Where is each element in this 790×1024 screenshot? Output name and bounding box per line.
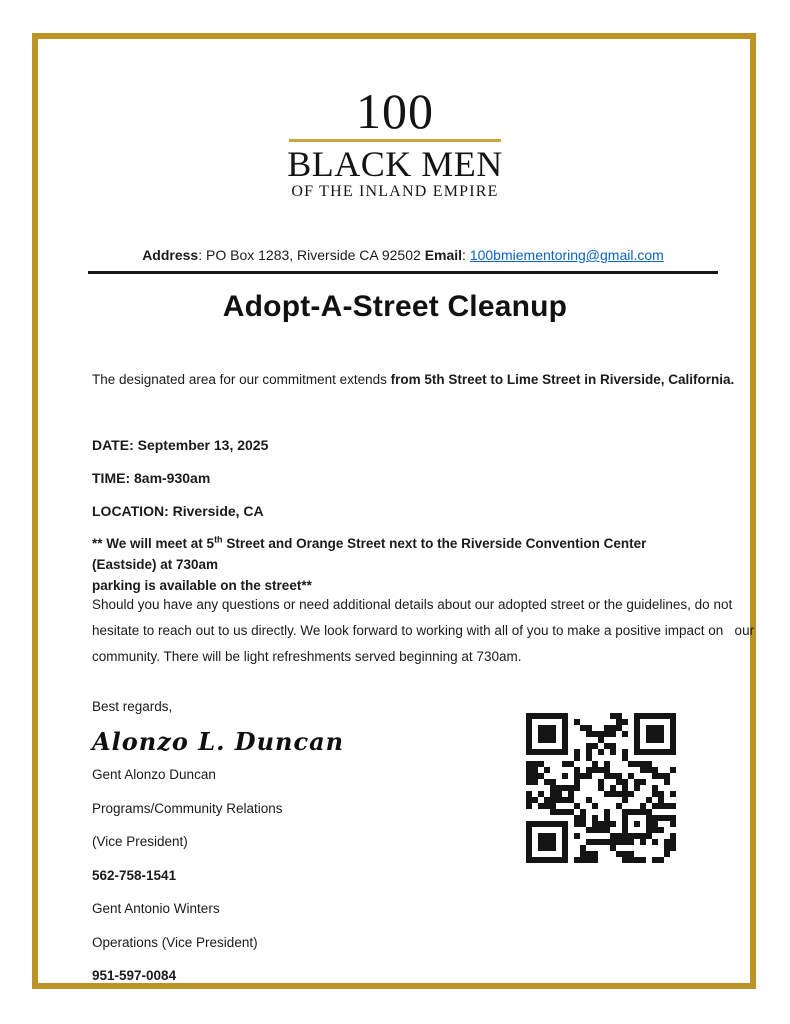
email-link[interactable]: 100bmiementoring@gmail.com xyxy=(469,247,664,263)
intro-normal-text: The designated area for our commitment extends xyxy=(92,372,391,387)
page-title: Adopt-A-Street Cleanup xyxy=(222,290,568,323)
logo-divider-rule xyxy=(289,139,501,142)
event-time: TIME: 8am-930am xyxy=(92,470,211,486)
contact-line xyxy=(88,246,718,274)
address-label: Address xyxy=(142,247,199,263)
signature-role-detail: (Vice President) xyxy=(92,834,188,849)
signature-script-name: Alonzo L. Duncan xyxy=(92,727,345,756)
qr-code xyxy=(523,710,679,866)
intro-paragraph xyxy=(92,372,734,387)
meeting-note-post: Street and Orange Street next to the Riverside Convention Center (Eastside) at 730am xyxy=(92,536,651,572)
signature-name-2: Gent Antonio Winters xyxy=(92,901,220,916)
logo-number: 100 xyxy=(356,83,434,139)
closing-line3: community. There will be light refreshments served beginning at 730am. xyxy=(92,649,522,664)
meeting-note-superscript: th xyxy=(214,534,223,545)
logo-org-name: BLACK MEN xyxy=(287,144,503,184)
meeting-note xyxy=(92,533,714,596)
event-details xyxy=(92,437,268,536)
signature-phone-2: 951-597-0084 xyxy=(92,968,177,983)
closing-paragraph xyxy=(92,592,755,670)
event-date: DATE: September 13, 2025 xyxy=(92,437,269,453)
signature-role: Programs/Community Relations xyxy=(92,800,283,816)
address-value: : PO Box 1283, Riverside CA 92502 xyxy=(198,247,425,263)
signature-salutation: Best regards, xyxy=(92,699,173,714)
meeting-note-pre: ** We will meet at 5 xyxy=(92,536,215,551)
signature-block xyxy=(92,699,344,1003)
meeting-note-line2: parking is available on the street** xyxy=(92,578,312,593)
event-location: LOCATION: Riverside, CA xyxy=(92,503,264,519)
email-label: Email xyxy=(424,247,463,263)
signature-name: Gent Alonzo Duncan xyxy=(92,767,216,782)
closing-line1: Should you have any questions or need additional details about our adopted street or the guidelines, do not xyxy=(92,597,733,612)
email-separator: : xyxy=(462,247,470,263)
signature-role-2: Operations (Vice President) xyxy=(92,934,258,950)
logo-org-subtitle: OF THE INLAND EMPIRE xyxy=(291,183,499,200)
closing-line2: hesitate to reach out to us directly. We look forward to working with all of you to make a positive impact on our xyxy=(92,623,755,638)
org-logo xyxy=(0,83,790,201)
signature-phone-1: 562-758-1541 xyxy=(92,867,177,883)
intro-bold-text: from 5th Street to Lime Street in Riverside, California. xyxy=(390,372,735,387)
